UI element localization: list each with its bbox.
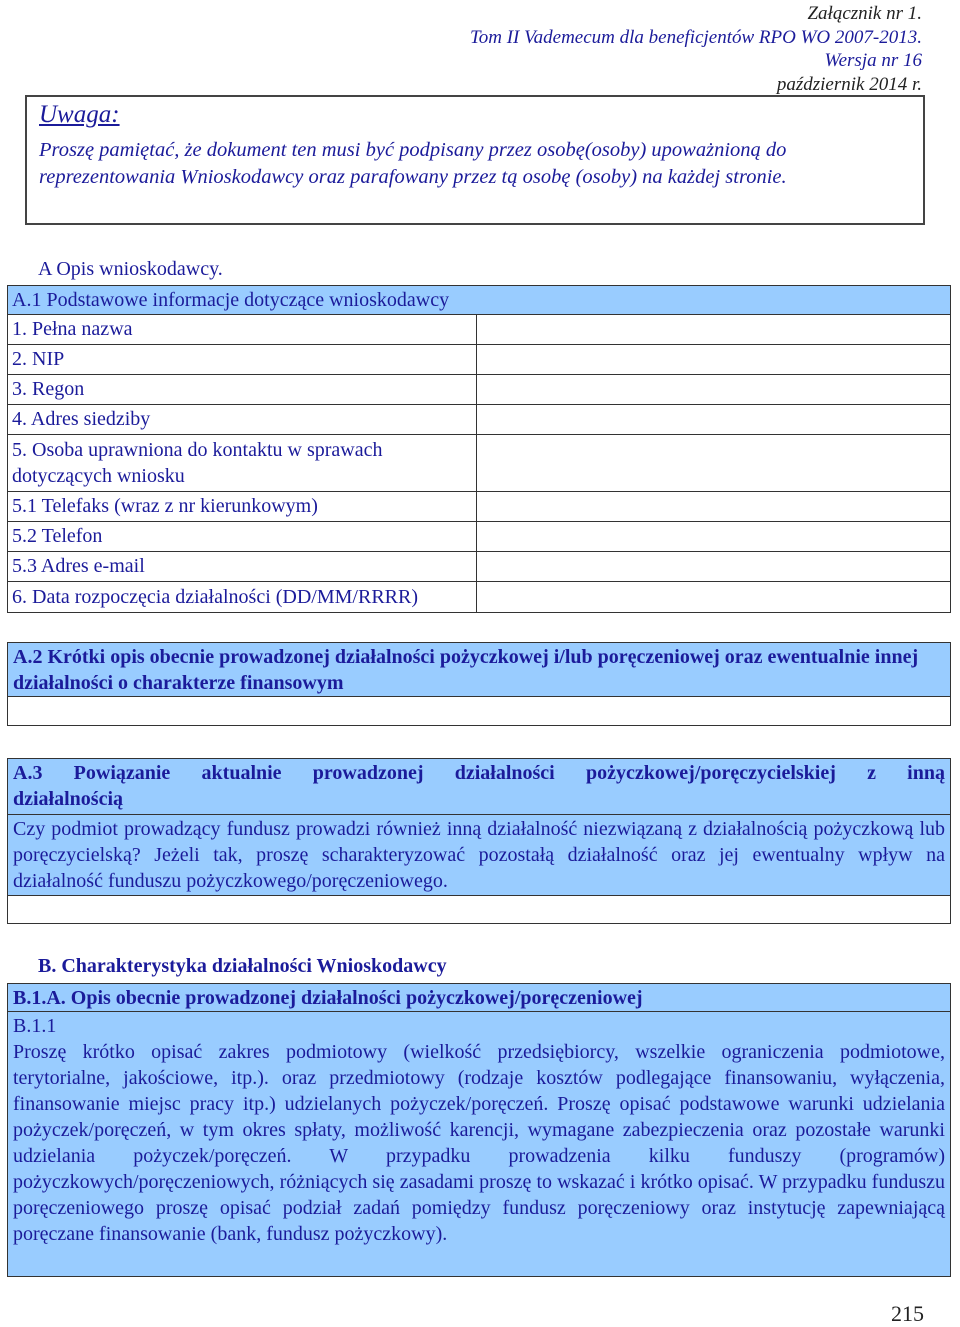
a1-row-label: 4. Adres siedziby [8,405,477,435]
header-version: Wersja nr 16 [824,50,922,71]
a1-row-label: 5.2 Telefon [8,522,477,552]
b1a-body: Proszę krótko opisać zakres podmiotowy (wielkość przedsiębiorcy, wszelkie ograniczenia podmiotowe, terytorialne, jakościowe, itp.). oraz przedmiotowy (rodzaje kosztów podlegające finansowaniu, wyłączenia, finansowanie miejsc pracy itp.) udzielanych pożyczek/poręczeń. Proszę opisać podstawowe warunki udzielania pożyczek/poręczeń, w tym okres spłaty, możliwość karencji, wymagane zabezpieczenia oraz pozostałe warunki udzielania pożyczek/poręczeń. W przypadku prowadzenia kilku funduszy (programów) pożyczkowych/poręczeniowych, różniących się zasadami proszę to wskazać i krótko opisać. W przypadku funduszu poręczeniowego proszę opisać podział zadań pomiędzy fundusz poręczeniowy oraz instytucję zapewniającą poręczane finansowanie (bank, fundusz pożyczkowy). [13,1041,945,1245]
b1a-header: B.1.A. Opis obecnie prowadzonej działalności pożyczkowej/poręczeniowej [7,983,951,1012]
a1-field-phone[interactable] [477,522,951,552]
a1-field-nip[interactable] [477,345,951,375]
a3-header-line1: A.3 Powiązanie aktualnie prowadzonej działalności pożyczkowej/poręczycielskiej z inną [13,762,945,784]
a1-field-fax[interactable] [477,492,951,522]
document-header [470,2,922,96]
a2-header: A.2 Krótki opis obecnie prowadzonej działalności pożyczkowej i/lub poręczeniowej oraz ewentualnie innej działalności o charakterze finansowym [7,642,951,697]
a1-field-contact-person[interactable] [477,435,951,492]
section-b-title: B. Charakterystyka działalności Wnioskodawcy [38,955,447,977]
b1a-subheader: B.1.1 [13,1015,57,1037]
a3-body: Czy podmiot prowadzący fundusz prowadzi również inną działalność niezwiązaną z działalnością pożyczkową lub poręczycielską? Jeżeli tak, proszę scharakteryzować pozostałą działalność oraz jej ewentualny wpływ na działalność funduszu pożyczkowego/poręczeniowego. [7,814,951,896]
a1-row-label: 3. Regon [8,375,477,405]
notice-title: Uwaga: [39,101,120,128]
a1-field-address[interactable] [477,405,951,435]
a3-answer-field[interactable] [7,895,951,924]
a2-answer-field[interactable] [7,696,951,726]
a1-row-label: 5. Osoba uprawniona do kontaktu w sprawach dotyczących wniosku [8,435,477,492]
notice-body: Proszę pamiętać, że dokument ten musi być podpisany przez osobę(osoby) upoważnioną do reprezentowania Wnioskodawcy oraz parafowany przez tą osobę (osoby) na każdej stronie. [39,139,787,188]
a3-header [7,758,951,815]
a1-header: A.1 Podstawowe informacje dotyczące wnioskodawcy [8,286,951,315]
header-date: październik 2014 r. [776,73,922,95]
a1-row-label: 1. Pełna nazwa [8,315,477,345]
a1-field-regon[interactable] [477,375,951,405]
header-volume: Tom II Vademecum dla beneficjentów RPO WO 2007-2013. [469,26,922,48]
a1-field-email[interactable] [477,552,951,582]
a1-row-label: 5.1 Telefaks (wraz z nr kierunkowym) [8,492,477,522]
section-a-title: A Opis wnioskodawcy. [38,258,223,280]
header-attachment: Załącznik nr 1. [807,3,922,24]
a3-header-line2: działalnością [13,788,124,810]
notice-box [25,95,925,225]
a1-row-label: 5.3 Adres e-mail [8,552,477,582]
b1a-content [7,1011,951,1277]
a1-row-label: 2. NIP [8,345,477,375]
a1-table [7,285,951,613]
a1-field-start-date[interactable] [477,582,951,613]
a1-row-label: 6. Data rozpoczęcia działalności (DD/MM/RRRR) [8,582,477,613]
page-number: 215 [891,1301,924,1326]
a1-field-full-name[interactable] [477,315,951,345]
